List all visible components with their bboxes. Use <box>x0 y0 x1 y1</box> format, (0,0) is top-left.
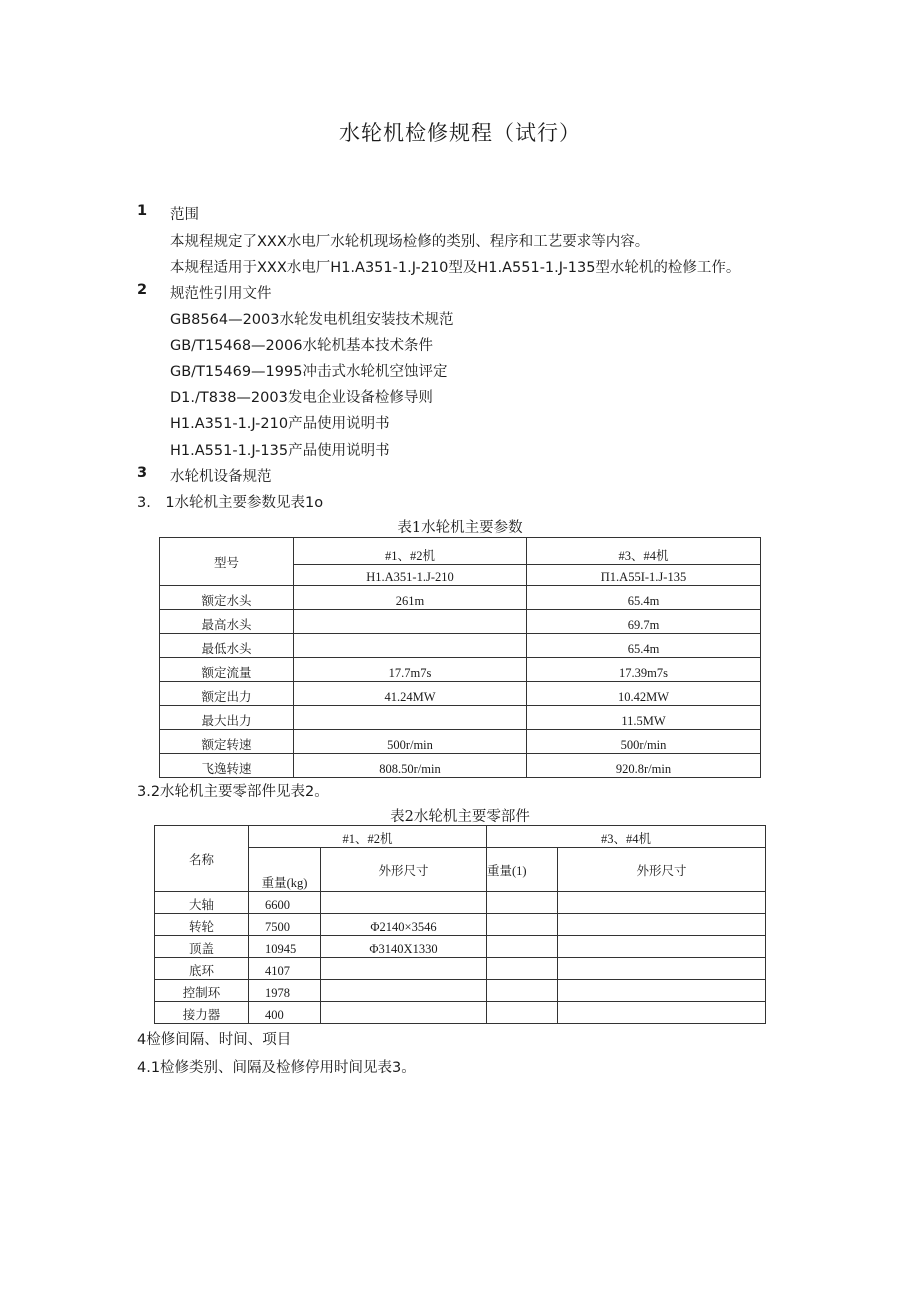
section-1-paragraph-2: 本规程适用于XXX水电厂H1.A351-1.J-210型及H1.A551-1.J-135型水轮机的检修工作。 <box>170 260 741 276</box>
table-1-row-label: 额定水头 <box>160 586 294 610</box>
table-2-dim-a-header: 外形尺寸 <box>321 848 487 892</box>
reference-item: GB/T15469—1995冲击式水轮机空蚀评定 <box>170 364 448 380</box>
table-1-cell-b: 69.7m <box>527 610 761 634</box>
table-1-cell-a: 808.50r/min <box>294 754 527 778</box>
table-1-model-b: П1.A55I-1.J-135 <box>527 565 761 586</box>
table-1-row-label: 最低水头 <box>160 634 294 658</box>
table-1-model-header: 型号 <box>160 538 294 586</box>
table-2-weight-a-header: 重量(kg) <box>249 848 321 892</box>
table-1-row-label: 额定转速 <box>160 730 294 754</box>
table-1-row-label: 额定流量 <box>160 658 294 682</box>
table-2-weight-a: 400 <box>249 1002 321 1024</box>
table-2-part-name: 顶盖 <box>155 936 249 958</box>
table-2-dim-a: Φ3140X1330 <box>321 936 487 958</box>
table-1-cell-a: 17.7m7s <box>294 658 527 682</box>
table-1-model-a: H1.A351-1.J-210 <box>294 565 527 586</box>
table-1-cell-b: 17.39m7s <box>527 658 761 682</box>
table-2-dim-a <box>321 980 487 1002</box>
table-2-dim-b <box>558 1002 766 1024</box>
table-1-cell-b: 10.42MW <box>527 682 761 706</box>
table-1-row-label: 飞逸转速 <box>160 754 294 778</box>
table-2-weight-b <box>487 892 558 914</box>
table-2-weight-a: 7500 <box>249 914 321 936</box>
table-1-caption: 表1水轮机主要参数 <box>397 520 523 536</box>
section-3-number: 3 <box>137 465 148 481</box>
table-1-row-label: 最大出力 <box>160 706 294 730</box>
table-2-weight-b <box>487 958 558 980</box>
table-2-weight-b <box>487 936 558 958</box>
section-1-heading: 范围 <box>170 207 199 223</box>
reference-item: D1./T838—2003发电企业设备检修导则 <box>170 390 433 406</box>
table-2-dim-b <box>558 892 766 914</box>
table-2-caption: 表2水轮机主要零部件 <box>390 809 530 825</box>
section-2-heading: 规范性引用文件 <box>170 286 272 302</box>
section-1-paragraph-1: 本规程规定了XXX水电厂水轮机现场检修的类别、程序和工艺要求等内容。 <box>170 234 650 250</box>
table-2-part-name: 底环 <box>155 958 249 980</box>
table-1-cell-b: 920.8r/min <box>527 754 761 778</box>
table-1-cell-a: 41.24MW <box>294 682 527 706</box>
table-2-main-parts <box>154 825 766 1024</box>
section-3-2-text: 3.2水轮机主要零部件见表2。 <box>137 784 329 800</box>
table-2-part-name: 大轴 <box>155 892 249 914</box>
table-2-part-name: 接力器 <box>155 1002 249 1024</box>
table-2-weight-b <box>487 1002 558 1024</box>
table-1-cell-b: 500r/min <box>527 730 761 754</box>
section-3-heading: 水轮机设备规范 <box>170 469 272 485</box>
section-4-1-text: 4.1检修类别、间隔及检修停用时间见表3。 <box>137 1060 416 1076</box>
reference-item: H1.A551-1.J-135产品使用说明书 <box>170 443 390 459</box>
table-2-weight-a: 10945 <box>249 936 321 958</box>
table-2-dim-a <box>321 1002 487 1024</box>
section-3-1-text: 3. 1水轮机主要参数见表1o <box>137 495 324 511</box>
table-1-row-label: 最高水头 <box>160 610 294 634</box>
table-2-dim-b <box>558 936 766 958</box>
section-2-number: 2 <box>137 282 148 298</box>
table-2-dim-a: Φ2140×3546 <box>321 914 487 936</box>
table-1-col-a-header: #1、#2机 <box>294 538 527 565</box>
reference-item: GB8564—2003水轮发电机组安装技术规范 <box>170 312 454 328</box>
table-1-cell-a: 500r/min <box>294 730 527 754</box>
reference-item: H1.A351-1.J-210产品使用说明书 <box>170 416 390 432</box>
table-2-dim-a <box>321 958 487 980</box>
table-2-dim-b-header: 外形尺寸 <box>558 848 766 892</box>
document-title: 水轮机检修规程（试行） <box>339 121 581 145</box>
table-1-cell-b: 11.5MW <box>527 706 761 730</box>
table-2-dim-b <box>558 980 766 1002</box>
table-1-cell-a <box>294 610 527 634</box>
reference-item: GB/T15468—2006水轮机基本技术条件 <box>170 338 433 354</box>
section-1-number: 1 <box>137 203 148 219</box>
table-1-cell-a <box>294 706 527 730</box>
table-2-dim-b <box>558 958 766 980</box>
table-2-group-a-header: #1、#2机 <box>249 826 487 848</box>
table-2-weight-b-header: 重量(1) <box>487 848 558 892</box>
table-1-cell-a <box>294 634 527 658</box>
table-2-weight-a: 4107 <box>249 958 321 980</box>
table-2-name-header: 名称 <box>155 826 249 892</box>
table-2-weight-b <box>487 914 558 936</box>
table-1-cell-a: 261m <box>294 586 527 610</box>
table-2-weight-a: 1978 <box>249 980 321 1002</box>
table-2-dim-a <box>321 892 487 914</box>
table-1-cell-b: 65.4m <box>527 634 761 658</box>
table-1-col-b-header: #3、#4机 <box>527 538 761 565</box>
table-2-part-name: 控制环 <box>155 980 249 1002</box>
table-1-main-parameters <box>159 537 761 778</box>
table-1-cell-b: 65.4m <box>527 586 761 610</box>
table-2-weight-a: 6600 <box>249 892 321 914</box>
table-2-weight-b <box>487 980 558 1002</box>
table-1-row-label: 额定出力 <box>160 682 294 706</box>
section-4-heading: 4检修间隔、时间、项目 <box>137 1032 292 1048</box>
table-2-dim-b <box>558 914 766 936</box>
table-2-part-name: 转轮 <box>155 914 249 936</box>
table-2-group-b-header: #3、#4机 <box>487 826 766 848</box>
